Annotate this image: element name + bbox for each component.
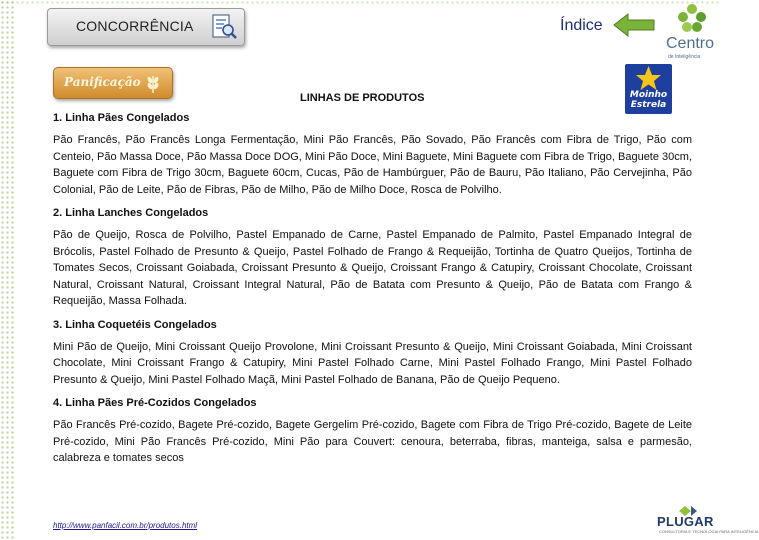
flower-logo-icon: [664, 2, 720, 34]
panificacao-badge: [53, 67, 173, 99]
section-title: 4. Linha Pães Pré-Cozidos Congelados: [53, 397, 257, 409]
centro-logo-name: Centro: [666, 35, 715, 52]
index-link[interactable]: Índice: [560, 17, 603, 34]
centro-logo: [664, 2, 720, 62]
panificacao-label: Panificação: [64, 75, 141, 89]
section-body: Mini Pão de Queijo, Mini Croissant Queijo Provolone, Mini Croissant Presunto & Queijo, Mini Croissant Goiabada, Mini Croissant Chocolate, Mini Croissant Frango & Catupiry, Mini Pastel Folhado Carne, Mini Pastel Folhado Frango, Mini Pastel Folhado Presunto & Queijo, Mini Pastel Folhado Maçã, Mini Pastel Folhado de Banana, Pão de Queijo Pequeno.: [53, 340, 692, 386]
decorative-top-strip: [0, 0, 720, 6]
section-title: 2. Linha Lanches Congelados: [53, 207, 209, 219]
section-paes-congelados: [53, 112, 692, 198]
section-body: Pão de Queijo, Rosca de Polvilho, Pastel Empanado de Carne, Pastel Empanado de Palmito, Pastel Empanado Integral de Brócolis, Pastel Folhado de Presunto & Queijo, Pastel Folhado de Frango & Requeijão, Tortinha de Quatro Queijos, Tortinha de Tomates Secos, Croissant Goiabada, Croissant Presunto & Queijo, Croissant Frango & Catupiry, Croissant Chocolate, Croissant Natural, Croissant Natural, Croissant Integral Natural, Pão de Batata com Presunto & Queijo, Pão de Batata com Frango & Requeijão, Massa Folhada.: [53, 229, 692, 307]
section-body: Pão Francês, Pão Francês Longa Fermentação, Mini Pão Francês, Pão Sovado, Pão Francês com Fibra de Trigo, Pão com Centeio, Pão Massa Doce, Pão Massa Doce DOG, Mini Pão Doce, Mini Baguete, Mini Baguete com Fibra de Trigo, Baguete 30cm, Baguete com Fibra de Trigo 30cm, Baguete 60cm, Cucas, Pão de Hambúrguer, Pão de Bauru, Pão Italiano, Pão Cervejinha, Pão Colonial, Pão de Leite, Pão de Fibras, Pão de Milho, Pão de Milho Doce, Rosca de Polvilho.: [53, 134, 692, 196]
decorative-dot-strip: [0, 0, 16, 540]
section-paes-pre-cozidos: [53, 397, 692, 467]
back-arrow-icon[interactable]: [612, 12, 658, 38]
plugar-logo-name: PLUGAR: [657, 514, 714, 529]
plugar-logo-subtitle: CONSULTORIA E TECNOLOGIA PARA INTELIGÊNCIA: [659, 529, 759, 534]
source-link[interactable]: http://www.panfacil.com.br/produtos.html: [53, 521, 198, 530]
star-icon: [625, 64, 672, 92]
wheat-icon: [142, 72, 164, 94]
moinho-logo-line1: Moinho: [629, 90, 668, 100]
plugar-logo: [655, 504, 759, 540]
concorrencia-label: CONCORRÊNCIA: [76, 18, 194, 34]
document-search-icon: [210, 13, 238, 41]
section-lanches-congelados: [53, 207, 692, 310]
section-title: 3. Linha Coquetéis Congelados: [53, 318, 217, 331]
centro-logo-subtitle: de Inteligência: [668, 54, 701, 60]
product-lines-content: [53, 112, 692, 476]
concorrencia-button[interactable]: [47, 8, 245, 46]
document-title: LINHAS DE PRODUTOS: [300, 92, 425, 104]
section-title: 1. Linha Pães Congelados: [53, 112, 190, 124]
section-body: Pão Francês Pré-cozido, Bagete Pré-cozido, Bagete Gergelim Pré-cozido, Bagete com Fibra de Trigo Pré-cozido, Bagete de Leite Pré-cozido, Mini Pão Francês Pré-cozido, Mini Pão para Couvert: cenoura, beterraba, fibras, manteiga, salsa e parmesão, calabreza e tomates secos: [53, 419, 692, 464]
section-coqueteis-congelados: [53, 319, 692, 389]
moinho-logo-line2: Estrela: [630, 100, 667, 110]
moinho-estrela-logo: [625, 64, 672, 114]
